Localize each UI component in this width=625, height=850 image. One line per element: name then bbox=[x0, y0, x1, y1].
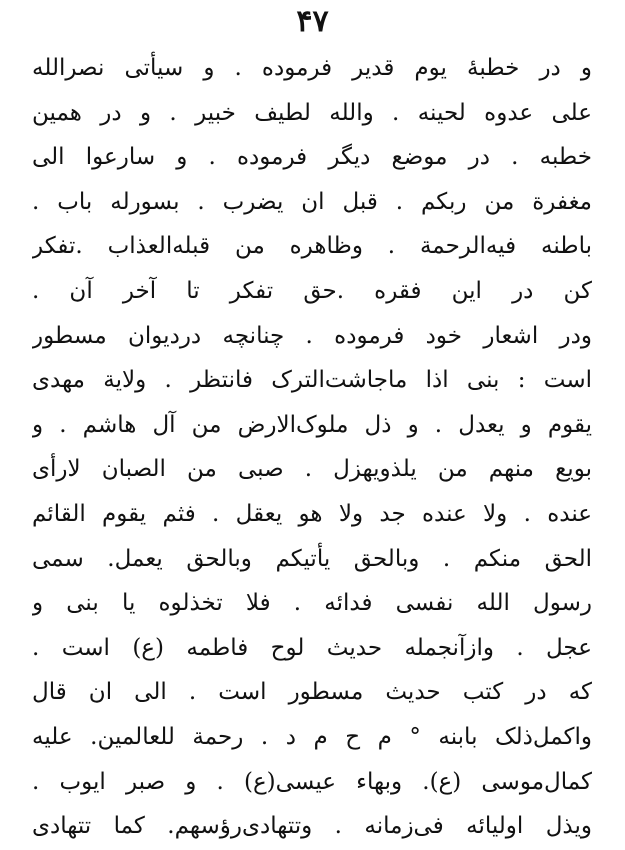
text-line: ویذل اولیائه فی‌زمانه . وتتهادی‌رؤسهم. کما تتهادی bbox=[32, 813, 592, 840]
text-line: کمال‌موسی (ع). وبهاء عیسی(ع) . و صبر ایوب . bbox=[32, 768, 592, 795]
text-line: خطبه . در موضع دیگر فرموده . و سارعوا الی bbox=[32, 144, 592, 171]
text-line: ودر اشعار خود فرموده . چنانچه دردیوان مسطور bbox=[32, 322, 592, 349]
body-text bbox=[32, 46, 592, 849]
text-line: یقوم و یعدل . و ذل ملوک‌الارض من آل هاشم . و bbox=[32, 411, 592, 438]
text-line: که در کتب حدیث مسطور است . الی ان قال bbox=[32, 679, 592, 706]
text-line: و در خطبهٔ یوم قدیر فرموده . و سیأتی نصرالله bbox=[32, 55, 592, 81]
text-line: عجل . وازآنجمله حدیث لوح فاطمه (ع) است . bbox=[32, 634, 592, 661]
text-line: مغفرة من ربکم . قبل ان یضرب . بسورله باب . bbox=[32, 188, 592, 215]
text-line: رسول الله نفسی فدائه . فلا تخذلوه یا بنی و bbox=[32, 590, 592, 617]
text-line: است : بنی اذا ماجاشت‌الترک فانتظر . ولایة مهدی bbox=[32, 367, 592, 394]
text-line: کن در این فقره .حق تفکر تا آخر آن . bbox=[32, 277, 592, 304]
page-number: ۴۷ bbox=[296, 4, 329, 39]
text-line: عنده . ولا عنده جد ولا هو یعقل . فثم یقوم القائم bbox=[32, 500, 592, 527]
text-line: علی عدوه لحینه . والله لطیف خبیر . و در همین bbox=[32, 99, 592, 126]
text-line: الحق منکم . وبالحق یأتیکم وبالحق یعمل. سمی bbox=[32, 545, 592, 572]
text-line: واکمل‌ذلک بابنه ° م ح م د . رحمة للعالمین. علیه bbox=[32, 723, 592, 750]
text-line: باطنه فیه‌الرحمة . وظاهره من قبله‌العذاب .تفکر bbox=[32, 233, 592, 260]
text-line: بویع منهم من یلذویهزل . صبی من الصبان لارأی bbox=[32, 456, 592, 483]
